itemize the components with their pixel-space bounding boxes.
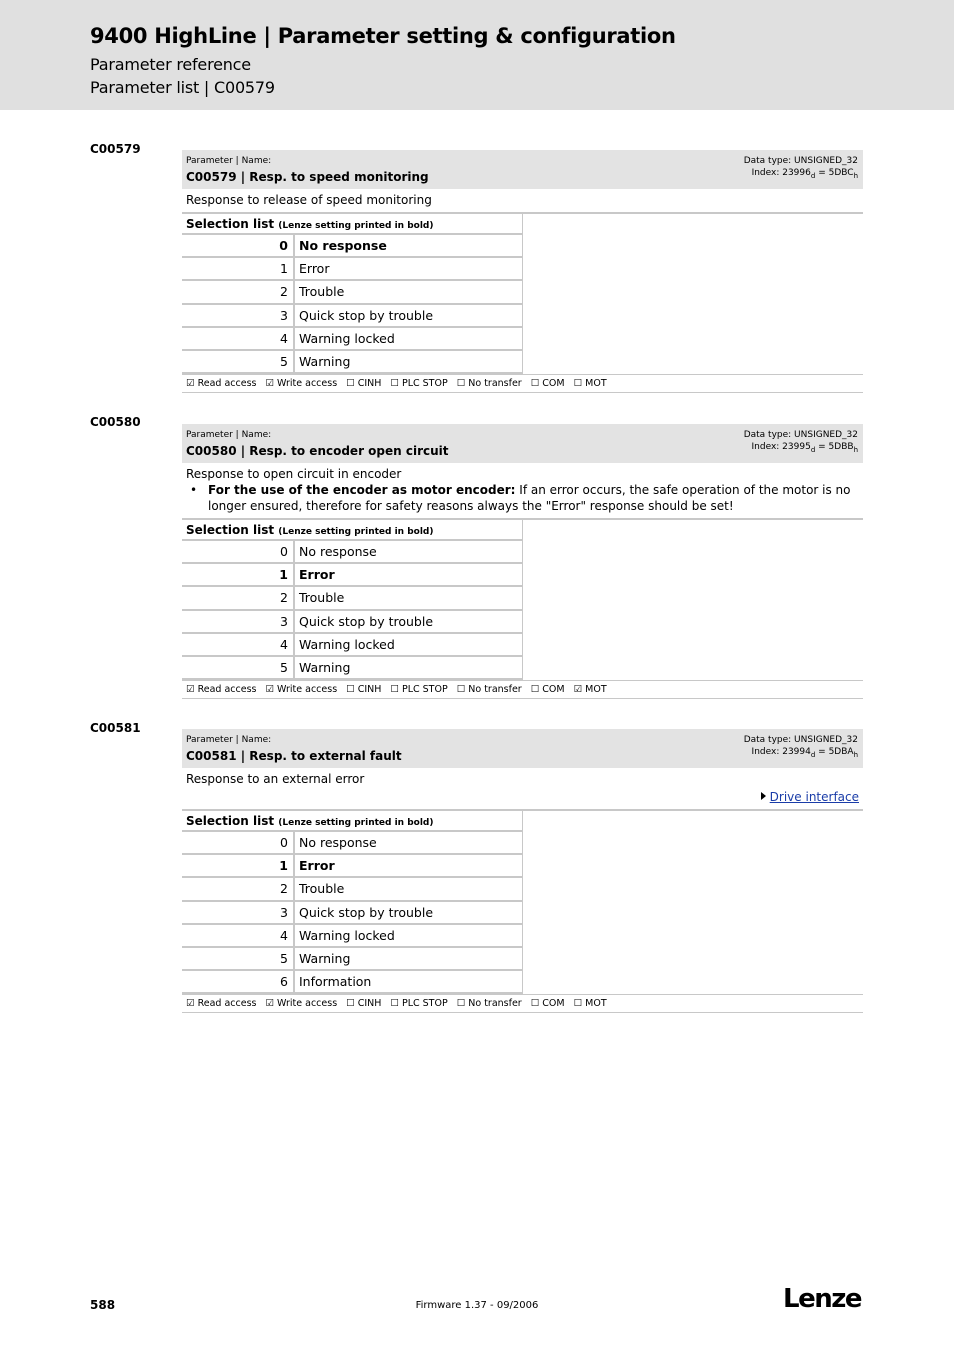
param-code: C00579: [90, 142, 141, 156]
param-description: [182, 768, 863, 810]
access-flag-label: PLC STOP: [401, 998, 448, 1010]
selection-row: [182, 541, 522, 564]
option-label: Information: [299, 974, 372, 990]
option-value: 0: [182, 541, 295, 562]
param-index: Index: $23994_d = 5DBA_h$: [751, 747, 858, 759]
access-flag-label: COM: [542, 998, 565, 1010]
access-flag-label: Read access: [197, 378, 257, 390]
param-block-c00581: [182, 729, 863, 1013]
access-flag: [574, 684, 607, 695]
param-name: C00581 | Resp. to external fault: [186, 749, 402, 763]
data-type: Data type: UNSIGNED_32: [743, 735, 858, 745]
unchecked-box-icon: ☐: [390, 684, 399, 696]
access-flag: [346, 378, 381, 389]
selection-row: [182, 564, 522, 587]
document-subtitle: Parameter reference: [90, 55, 251, 74]
access-flag: [186, 684, 256, 695]
access-flag-label: COM: [542, 684, 565, 696]
selection-row: [182, 855, 522, 878]
access-flag-label: MOT: [585, 378, 607, 390]
access-flag: [265, 998, 337, 1009]
selection-row: [182, 948, 522, 971]
selection-row: [182, 305, 522, 328]
access-flag: [390, 378, 447, 389]
access-flag: [265, 684, 337, 695]
option-value: 3: [182, 902, 295, 923]
access-flag: [390, 998, 447, 1009]
unchecked-box-icon: ☐: [573, 378, 583, 390]
option-value: 5: [182, 351, 295, 372]
option-value: 1: [182, 258, 295, 279]
option-value: 1: [182, 855, 295, 876]
access-flag-label: No transfer: [468, 684, 522, 696]
option-label: Warning: [299, 659, 351, 675]
checked-box-icon: ☑: [265, 684, 274, 696]
unchecked-box-icon: ☐: [456, 684, 466, 696]
selection-row: [182, 657, 522, 680]
checked-box-icon: ☑: [265, 998, 274, 1010]
access-flag-label: Write access: [277, 684, 338, 696]
param-name: C00580 | Resp. to encoder open circuit: [186, 444, 449, 458]
param-label: Parameter | Name:: [186, 735, 272, 745]
data-type: Data type: UNSIGNED_32: [743, 430, 858, 440]
unchecked-box-icon: ☐: [346, 378, 355, 390]
option-label: Error: [299, 858, 335, 874]
access-flag-label: Read access: [197, 684, 257, 696]
unchecked-box-icon: ☐: [530, 998, 540, 1010]
access-flag-label: MOT: [585, 684, 607, 696]
access-flag-label: Write access: [277, 378, 338, 390]
option-label: Error: [299, 261, 330, 277]
option-value: 4: [182, 328, 295, 349]
access-flag: [457, 378, 522, 389]
access-flag-label: COM: [542, 378, 565, 390]
option-value: 6: [182, 971, 295, 992]
access-flag: [265, 378, 337, 389]
selection-row: [182, 258, 522, 281]
param-label: Parameter | Name:: [186, 156, 272, 166]
unchecked-box-icon: ☐: [390, 378, 399, 390]
lenze-logo: Lenze: [783, 1284, 861, 1314]
option-label: Quick stop by trouble: [299, 307, 434, 323]
unchecked-box-icon: ☐: [530, 684, 540, 696]
option-label: No response: [299, 544, 377, 559]
option-label: Trouble: [299, 881, 345, 897]
selection-list: [182, 519, 863, 680]
access-flag-label: CINH: [357, 998, 382, 1010]
option-value: 4: [182, 925, 295, 946]
description-text: Response to open circuit in encoder: [186, 467, 402, 481]
option-label: Trouble: [299, 284, 345, 300]
unchecked-box-icon: ☐: [456, 998, 466, 1010]
option-label: Quick stop by trouble: [299, 904, 434, 920]
selection-row: [182, 328, 522, 351]
selection-list: [182, 810, 863, 994]
checked-box-icon: ☑: [186, 378, 195, 390]
option-label: Warning locked: [299, 636, 395, 652]
option-value: 2: [182, 281, 295, 302]
access-flag-label: CINH: [357, 684, 382, 696]
checked-box-icon: ☑: [265, 378, 274, 390]
checked-box-icon: ☑: [186, 998, 195, 1010]
selection-list-header: Selection list (Lenze setting printed in bold): [182, 810, 522, 832]
access-flags: [182, 680, 863, 699]
selection-row: [182, 281, 522, 304]
option-label: Warning: [299, 950, 351, 966]
selection-row: [182, 878, 522, 901]
access-flag-label: Write access: [277, 998, 338, 1010]
description-text: Response to an external error: [186, 772, 365, 786]
access-flags: [182, 994, 863, 1013]
option-label: No response: [299, 238, 387, 253]
access-flag: [457, 684, 522, 695]
param-block-c00580: [182, 424, 863, 699]
selection-row: [182, 832, 522, 855]
param-block-c00579: [182, 150, 863, 393]
param-header: [182, 729, 863, 768]
selection-row: [182, 611, 522, 634]
access-flag-label: No transfer: [468, 998, 522, 1010]
selection-list-header: Selection list (Lenze setting printed in bold): [182, 519, 522, 541]
option-value: 3: [182, 611, 295, 632]
param-code: C00581: [90, 721, 141, 735]
selection-row: [182, 902, 522, 925]
option-label: Trouble: [299, 590, 345, 606]
param-code: C00580: [90, 415, 141, 429]
access-flag: [186, 998, 256, 1009]
option-value: 0: [182, 832, 295, 853]
selection-row: [182, 925, 522, 948]
access-flag: [574, 378, 607, 389]
option-value: 5: [182, 657, 295, 678]
page-number: 588: [90, 1298, 116, 1312]
param-description: [182, 189, 863, 213]
unchecked-box-icon: ☐: [346, 998, 355, 1010]
section-title: Parameter list | C00579: [90, 78, 275, 97]
data-type: Data type: UNSIGNED_32: [743, 156, 858, 166]
access-flags: [182, 374, 863, 393]
selection-row: [182, 634, 522, 657]
option-value: 3: [182, 305, 295, 326]
access-flag-label: No transfer: [468, 378, 522, 390]
description-text: Response to release of speed monitoring: [186, 193, 432, 207]
option-label: Quick stop by trouble: [299, 613, 434, 629]
checked-box-icon: ☑: [573, 684, 583, 696]
option-label: Warning: [299, 353, 351, 369]
selection-row: [182, 235, 522, 258]
access-flag-label: PLC STOP: [401, 684, 448, 696]
option-value: 2: [182, 587, 295, 608]
document-title: 9400 HighLine | Parameter setting & configuration: [90, 24, 676, 48]
param-index: Index: $23996_d = 5DBC_h$: [751, 168, 858, 180]
param-index: Index: $23995_d = 5DBB_h$: [751, 442, 858, 454]
access-flag: [186, 378, 256, 389]
param-name: C00579 | Resp. to speed monitoring: [186, 170, 429, 184]
access-flag: [531, 378, 565, 389]
access-flag: [346, 684, 381, 695]
checked-box-icon: ☑: [186, 684, 195, 696]
access-flag: [457, 998, 522, 1009]
page-header: [0, 0, 954, 110]
arrow-right-icon: [761, 792, 766, 800]
param-header: [182, 150, 863, 189]
param-header: [182, 424, 863, 463]
selection-row: [182, 351, 522, 374]
access-flag: [346, 998, 381, 1009]
option-value: 1: [182, 564, 295, 585]
unchecked-box-icon: ☐: [573, 998, 583, 1010]
drive-interface-link[interactable]: Drive interface: [769, 790, 859, 804]
option-label: Warning locked: [299, 927, 395, 943]
access-flag-label: CINH: [357, 378, 382, 390]
option-value: 0: [182, 235, 295, 256]
selection-list: [182, 213, 863, 374]
option-label: No response: [299, 835, 377, 850]
unchecked-box-icon: ☐: [346, 684, 355, 696]
param-description: [182, 463, 863, 519]
access-flag-label: PLC STOP: [401, 378, 448, 390]
option-label: Error: [299, 567, 335, 583]
access-flag: [574, 998, 607, 1009]
unchecked-box-icon: ☐: [530, 378, 540, 390]
access-flag: [531, 684, 565, 695]
unchecked-box-icon: ☐: [390, 998, 399, 1010]
param-label: Parameter | Name:: [186, 430, 272, 440]
access-flag: [390, 684, 447, 695]
access-flag-label: MOT: [585, 998, 607, 1010]
access-flag-label: Read access: [197, 998, 257, 1010]
access-flag: [531, 998, 565, 1009]
firmware-version: Firmware 1.37 - 09/2006: [415, 1300, 539, 1311]
unchecked-box-icon: ☐: [456, 378, 466, 390]
option-value: 5: [182, 948, 295, 969]
selection-list-header: Selection list (Lenze setting printed in bold): [182, 213, 522, 235]
option-label: Warning locked: [299, 330, 395, 346]
selection-row: [182, 587, 522, 610]
warning-bullet: • For the use of the encoder as motor encoder: If an error occurs, the safe operation of the motor is no longer ensured, therefore for safety reasons always the "Error" response should be set!: [190, 483, 851, 513]
option-value: 2: [182, 878, 295, 899]
option-value: 4: [182, 634, 295, 655]
selection-row: [182, 971, 522, 994]
